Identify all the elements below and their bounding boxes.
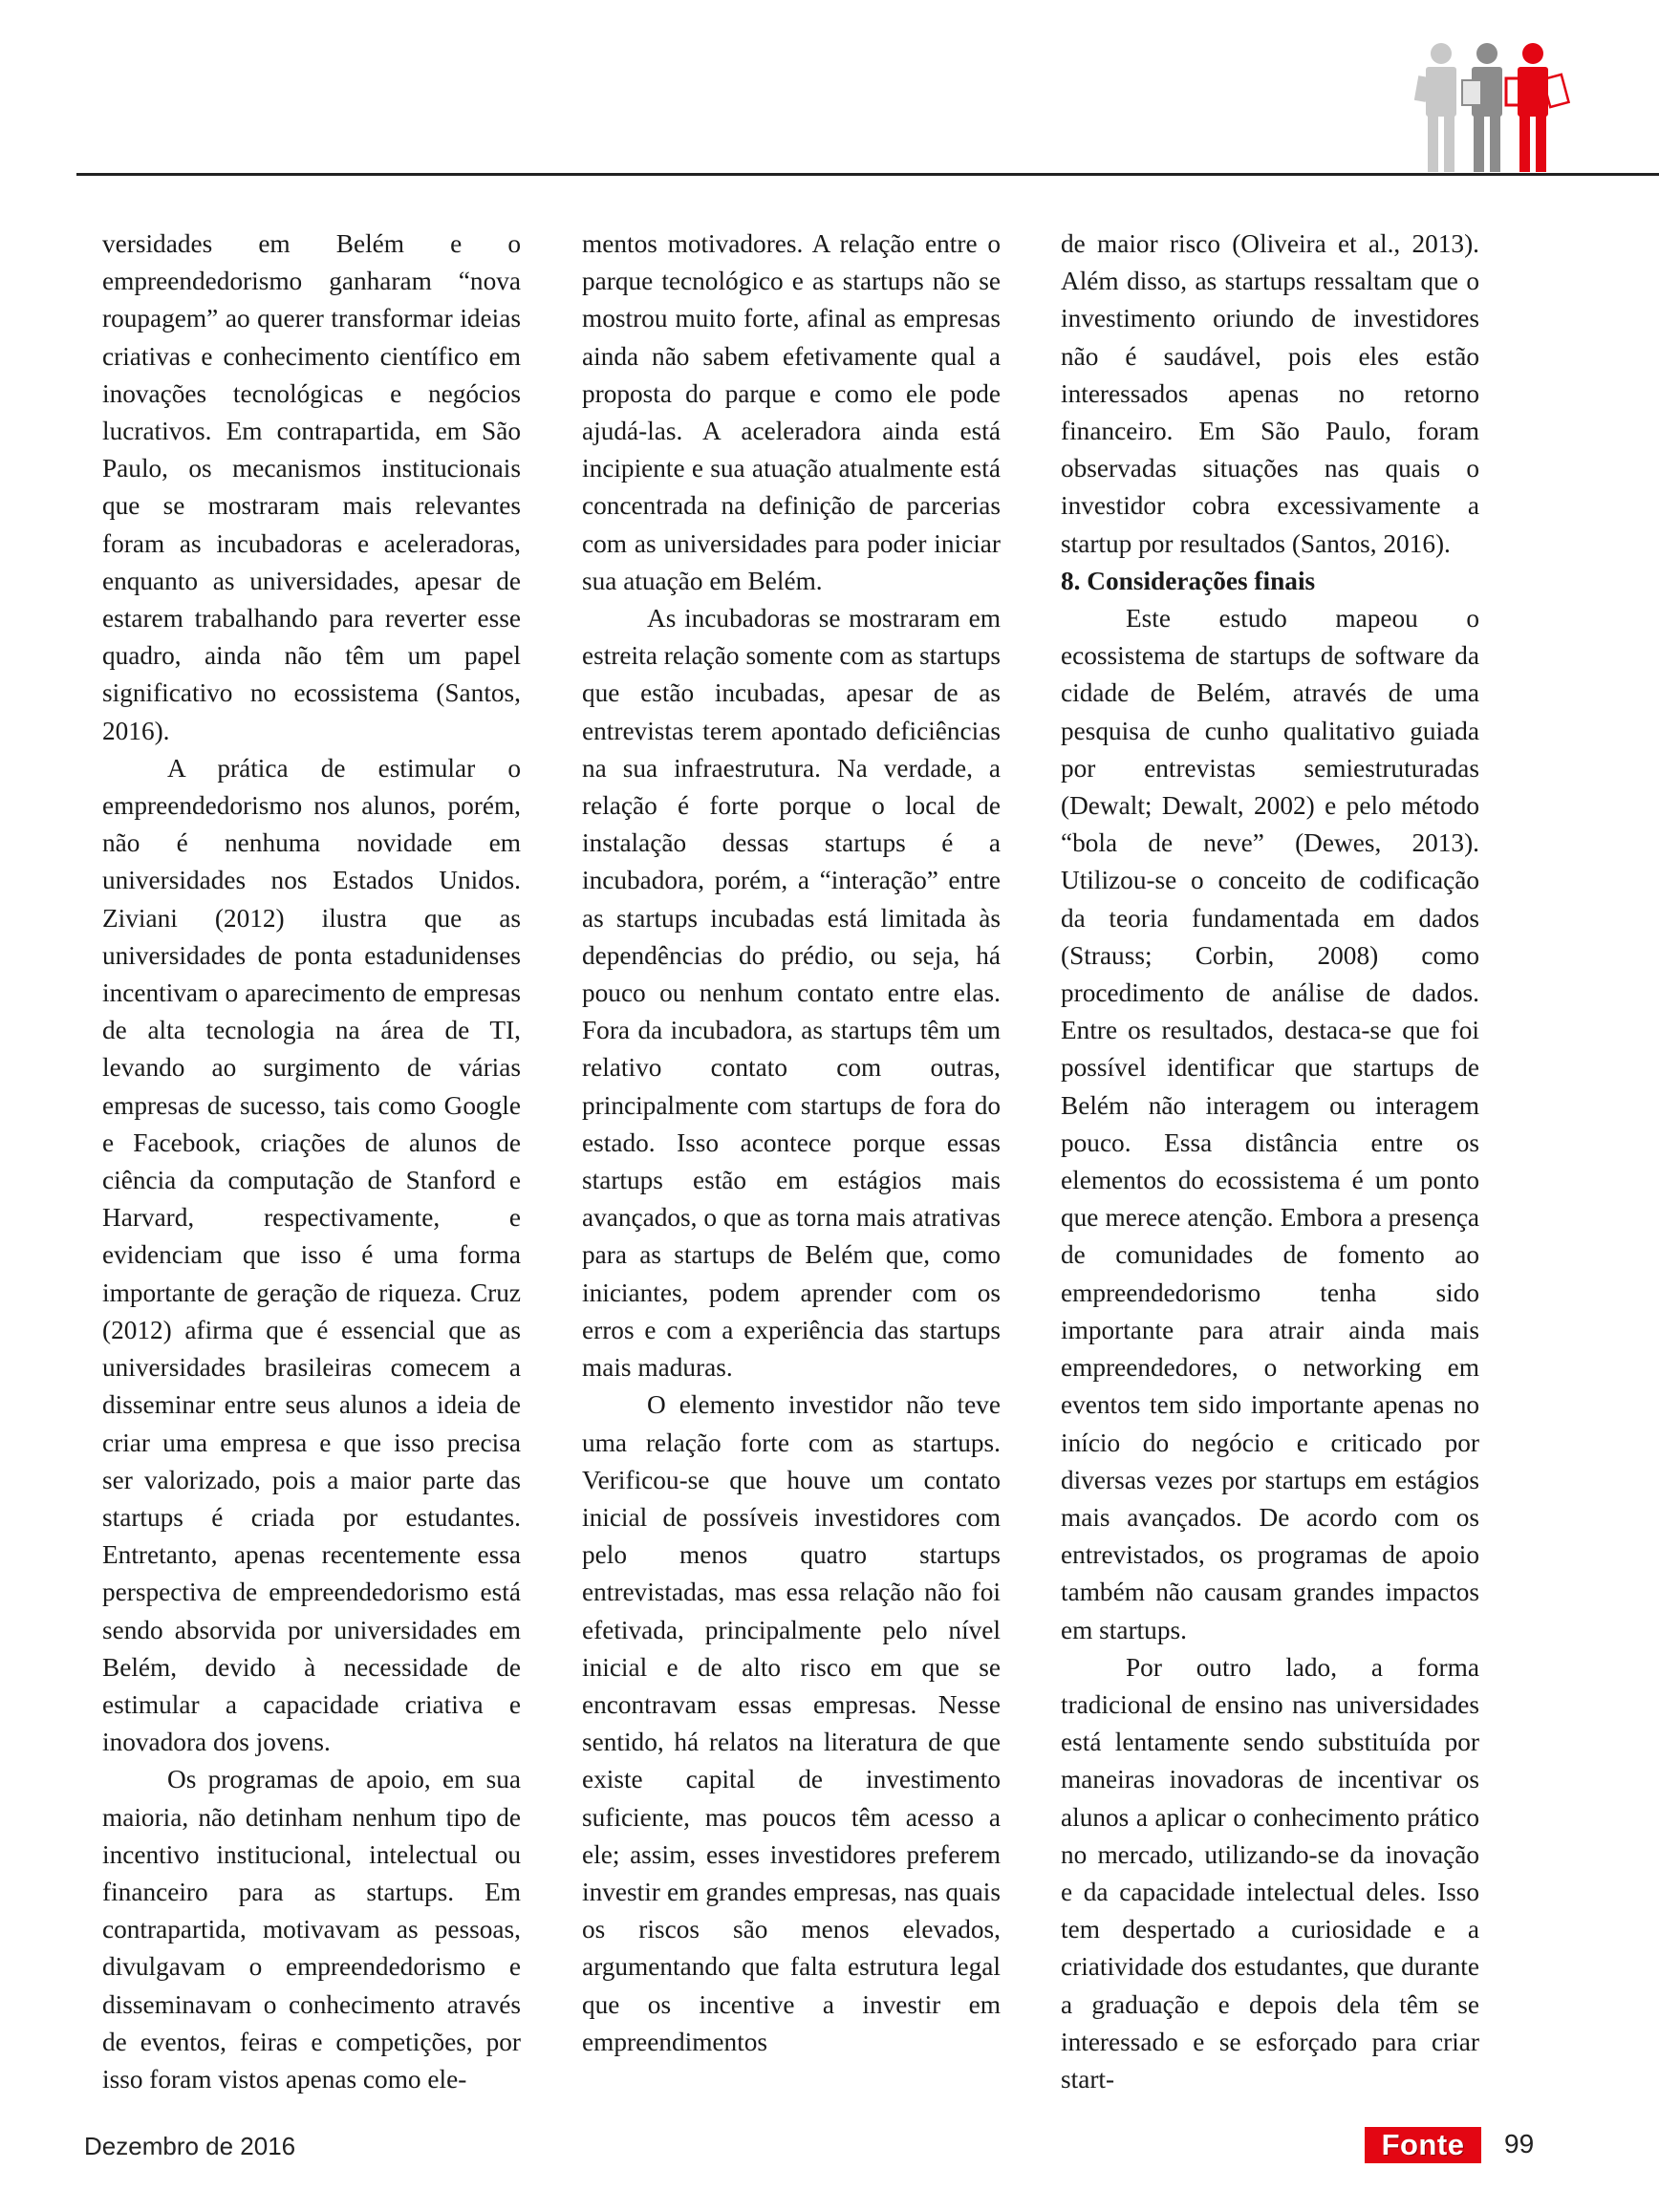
- paragraph: de maior risco (Oliveira et al., 2013). Além disso, as startups ressaltam que o investimento oriundo de investidores não é saudável, pois eles estão interessados apenas no retorno financeiro. Em São Paulo, foram observadas situações nas quais o investidor cobra excessivamente a startup por resultados (Santos, 2016).: [1061, 229, 1479, 558]
- paragraph: mentos motivadores. A relação entre o parque tecnológico e as startups não se mostrou muito forte, afinal as empresas ainda não sabem efetivamente qual a proposta do parque e como ele pode ajudá-las. A aceleradora ainda está incipiente e sua atuação atualmente está concentrada na definição de parcerias com as universidades para poder iniciar sua atuação em Belém.: [582, 229, 1001, 595]
- paragraph: Por outro lado, a forma tradicional de ensino nas universidades está lentamente sendo substituída por maneiras inovadoras de incentivar os alunos a aplicar o conhecimento prático no mercado, utilizando-se da inovação e da capacidade intelectual deles. Isso tem despertado a curiosidade e a criatividade dos estudantes, que durante a graduação e depois dela têm se interessado e se esforçado para criar start-: [1061, 1652, 1479, 2094]
- text-column-3: [1061, 225, 1479, 2098]
- header-rule: [76, 173, 1659, 176]
- text-column-2: [582, 225, 1001, 2061]
- text-column-1: [102, 225, 521, 2098]
- brand-logo: Fonte: [1365, 2127, 1481, 2163]
- three-people-figures-icon: [1412, 38, 1575, 172]
- paragraph: A prática de estimular o empreendedorismo nos alunos, porém, não é nenhuma novidade em universidades nos Estados Unidos. Ziviani (2012) ilustra que as universidades de ponta estadunidenses incentivam o aparecimento de empresas de alta tecnologia na área de TI, levando ao surgimento de várias empresas de sucesso, tais como Google e Facebook, criações de alunos de ciência da computação de Stanford e Harvard, respectivamente, e evidenciam que isso é uma forma importante de geração de riqueza. Cruz (2012) afirma que é essencial que as universidades brasileiras comecem a disseminar entre seus alunos a ideia de criar uma empresa e que isso precisa ser valorizado, pois a maior parte das startups é criada por estudantes. Entretanto, apenas recentemente essa perspectiva de empreendedorismo está sendo absorvida por universidades em Belém, devido à necessidade de estimular a capacidade criativa e inovadora dos jovens.: [102, 753, 521, 1757]
- paragraph: O elemento investidor não teve uma relação forte com as startups. Verificou-se que houve um contato inicial de possíveis investidores com pelo menos quatro startups entrevistadas, mas essa relação não foi efetivada, principalmente pelo nível inicial e de alto risco em que se encontravam essas empresas. Nesse sentido, há relatos na literatura de que existe capital de investimento suficiente, mas poucos têm acesso a ele; assim, esses investidores preferem investir em grandes empresas, nas quais os riscos são menos elevados, argumentando que falta estrutura legal que os incentive a investir em empreendimentos: [582, 1390, 1001, 2056]
- page-number: 99: [1504, 2129, 1535, 2158]
- footer-date: Dezembro de 2016: [84, 2132, 296, 2160]
- section-heading: 8. Considerações finais: [1061, 566, 1316, 595]
- paragraph: As incubadoras se mostraram em estreita relação somente com as startups que estão incubadas, apesar de as entrevistas terem apontado deficiências na sua infraestrutura. Na verdade, a relação é forte porque o local de instalação dessas startups é a incubadora, porém, a “interação” entre as startups incubadas está limitada às dependências do prédio, ou seja, há pouco ou nenhum contato entre elas. Fora da incubadora, as startups têm um relativo contato com outras, principalmente com startups de fora do estado. Isso acontece porque essas startups estão em estágios mais avançados, o que as torna mais atrativas para as startups de Belém que, como iniciantes, podem aprender com os erros e com a experiência das startups mais maduras.: [582, 604, 1001, 1383]
- paragraph: Os programas de apoio, em sua maioria, não detinham nenhum tipo de incentivo institucional, intelectual ou financeiro para as startups. Em contrapartida, motivavam as pessoas, divulgavam o empreendedorismo e disseminavam o conhecimento através de eventos, feiras e competições, por isso foram vistos apenas como ele-: [102, 1765, 521, 2094]
- paragraph: versidades em Belém e o empreendedorismo ganharam “nova roupagem” ao querer transformar ideias criativas e conhecimento científico em inovações tecnológicas e negócios lucrativos. Em contrapartida, em São Paulo, os mecanismos institucionais que se mostraram mais relevantes foram as incubadoras e aceleradoras, enquanto as universidades, apesar de estarem trabalhando para reverter esse quadro, ainda não têm um papel significativo no ecossistema (Santos, 2016).: [102, 229, 521, 745]
- paragraph: Este estudo mapeou o ecossistema de startups de software da cidade de Belém, através de uma pesquisa de cunho qualitativo guiada por entrevistas semiestruturadas (Dewalt; Dewalt, 2002) e pelo método “bola de neve” (Dewes, 2013). Utilizou-se o conceito de codificação da teoria fundamentada em dados (Strauss; Corbin, 2008) como procedimento de análise de dados. Entre os resultados, destaca-se que foi possível identificar que startups de Belém não interagem ou interagem pouco. Essa distância entre os elementos do ecossistema é um ponto que merece atenção. Embora a presença de comunidades de fomento ao empreendedorismo tenha sido importante para atrair ainda mais empreendedores, o networking em eventos tem sido importante apenas no início do negócio e criticado por diversas vezes por startups em estágios mais avançados. De acordo com os entrevistados, os programas de apoio também não causam grandes impactos em startups.: [1061, 604, 1479, 1644]
